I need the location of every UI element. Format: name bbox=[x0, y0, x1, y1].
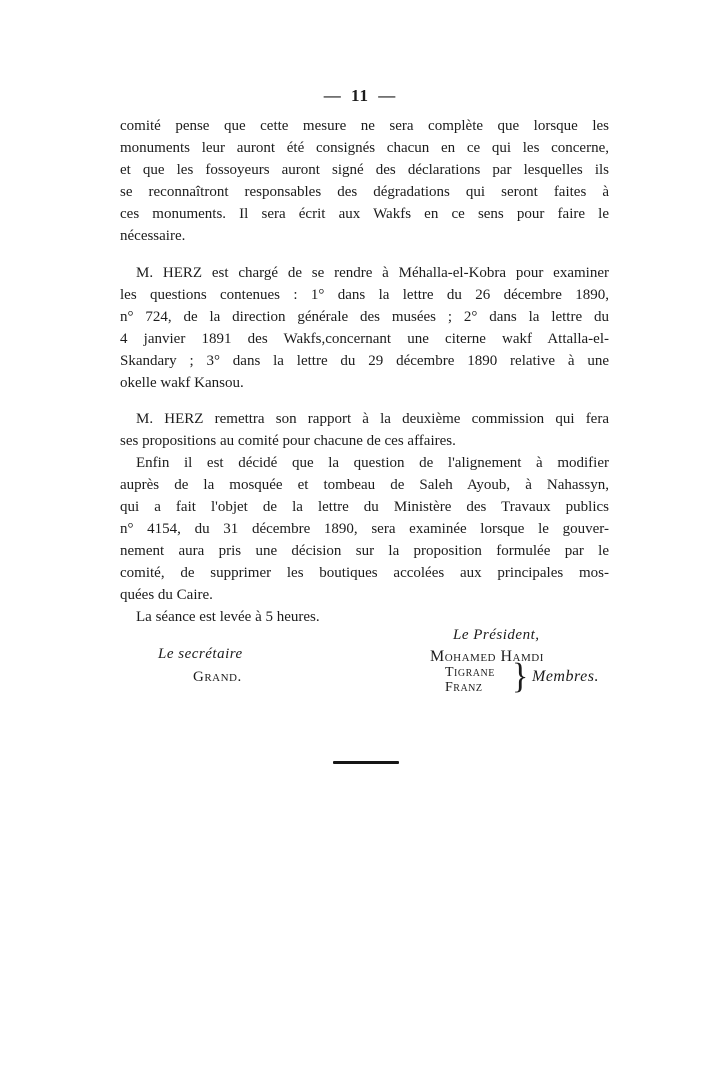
text-line: qui a fait l'objet de la lettre du Ministère des Travaux publics bbox=[120, 499, 609, 515]
text-line: et que les fossoyeurs auront signé des déclarations par lesquelles ils bbox=[120, 162, 609, 178]
text-column bbox=[120, 115, 609, 628]
text-line: nécessaire. bbox=[120, 228, 186, 244]
paragraph bbox=[120, 408, 609, 452]
paragraph bbox=[120, 262, 609, 394]
president-title: Le Président, bbox=[453, 627, 540, 643]
text-line: 4 janvier 1891 des Wakfs,concernant une citerne wakf Attalla-el- bbox=[120, 331, 609, 347]
text-line: comité pense que cette mesure ne sera complète que lorsque les bbox=[120, 118, 609, 134]
text-line: M. HERZ est chargé de se rendre à Méhalla-el-Kobra pour examiner bbox=[136, 265, 609, 281]
text-line: n° 724, de la direction générale des musées ; 2° dans la lettre du bbox=[120, 309, 609, 325]
text-line: comité, de supprimer les boutiques accolées aux principales mos- bbox=[120, 565, 609, 581]
text-line: Skandary ; 3° dans la lettre du 29 décembre 1890 relative à une bbox=[120, 353, 609, 369]
president-name: Mohamed Hamdi bbox=[430, 648, 544, 665]
text-line: auprès de la mosquée et tombeau de Saleh Ayoub, à Nahassyn, bbox=[120, 477, 609, 493]
text-line: se reconnaîtront responsables des dégradations qui seront faites à bbox=[120, 184, 609, 200]
paragraph bbox=[120, 452, 609, 606]
text-line: ces monuments. Il sera écrit aux Wakfs en ce sens pour faire le bbox=[120, 206, 609, 222]
text-line: monuments leur auront été consignés chacun en ce qui les concerne, bbox=[120, 140, 609, 156]
paragraph bbox=[120, 606, 609, 628]
text-line: Enfin il est décidé que la question de l'alignement à modifier bbox=[136, 455, 609, 471]
secretary-title: Le secrétaire bbox=[158, 646, 243, 662]
members-brace: } bbox=[512, 657, 529, 696]
member-name-franz: Franz bbox=[445, 680, 483, 695]
text-line: ses propositions au comité pour chacune de ces affaires. bbox=[120, 433, 456, 449]
text-line: les questions contenues : 1° dans la lettre du 26 décembre 1890, bbox=[120, 287, 609, 303]
page-number-header: — 11 — bbox=[323, 86, 397, 105]
paragraph bbox=[120, 115, 609, 247]
text-line: okelle wakf Kansou. bbox=[120, 375, 244, 391]
members-label: Membres. bbox=[532, 668, 599, 685]
end-of-text-rule bbox=[333, 761, 399, 764]
member-name-tigrane: Tigrane bbox=[445, 665, 495, 680]
text-line: nement aura pris une décision sur la proposition formulée par le bbox=[120, 543, 609, 559]
text-line: M. HERZ remettra son rapport à la deuxième commission qui fera bbox=[136, 411, 609, 427]
text-line: quées du Caire. bbox=[120, 587, 213, 603]
text-line: n° 4154, du 31 décembre 1890, sera examinée lorsque le gouver- bbox=[120, 521, 609, 537]
secretary-name: Grand. bbox=[193, 669, 242, 685]
text-line: La séance est levée à 5 heures. bbox=[136, 609, 320, 625]
